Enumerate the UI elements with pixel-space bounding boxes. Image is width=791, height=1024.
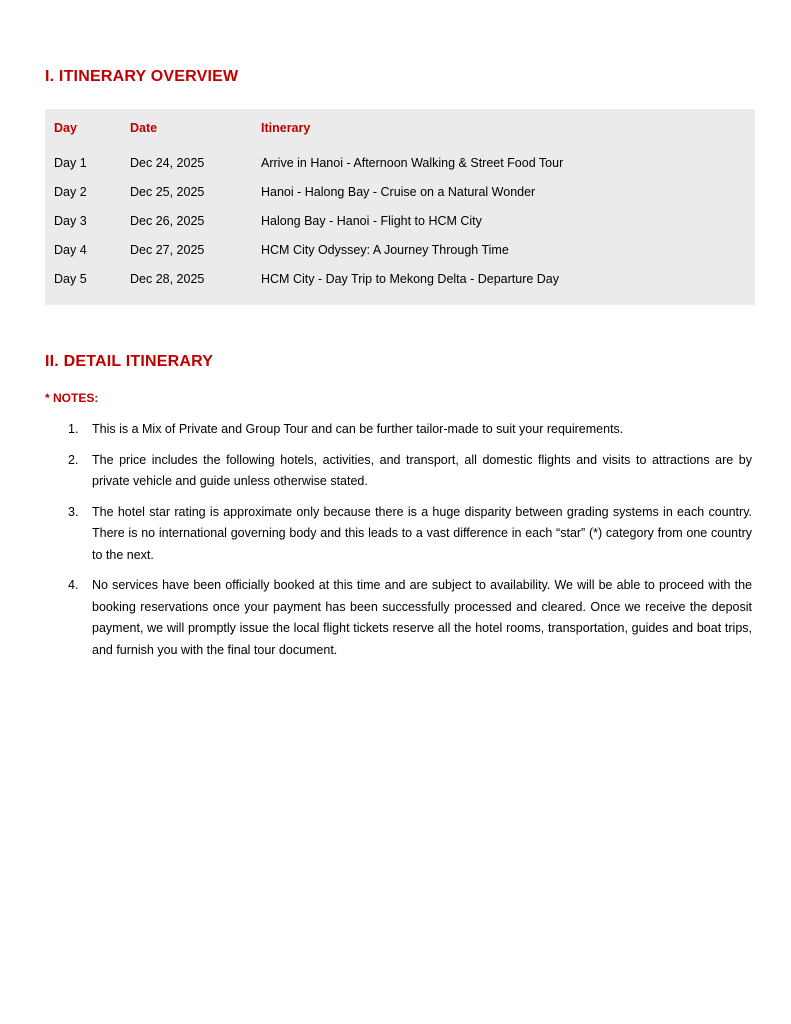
column-header-date: Date — [130, 121, 158, 135]
day-cell: Day 3 — [54, 213, 87, 228]
notes-list — [45, 419, 752, 661]
table-row — [45, 206, 755, 235]
note-text: No services have been officially booked at this time and are subject to availability. We will be able to proceed with the booking reservations once your payment has been successfully processed and cleared. Once we receive the deposit payment, we will promptly issue the local flight tickets reserve all the hotel rooms, transportation, guides and boat trips, and furnish you with the final tour document. — [92, 578, 752, 657]
note-item — [45, 502, 752, 567]
table-row — [45, 177, 755, 206]
note-number: 3. — [68, 504, 79, 519]
itinerary-cell: Hanoi - Halong Bay - Cruise on a Natural Wonder — [261, 184, 536, 199]
day-cell: Day 5 — [54, 271, 87, 286]
table-row — [45, 264, 755, 293]
section-2-heading: II. DETAIL ITINERARY — [45, 353, 214, 370]
day-cell: Day 1 — [54, 155, 87, 170]
itinerary-overview-table — [45, 109, 755, 305]
table-row — [45, 235, 755, 264]
table-row — [45, 148, 755, 177]
itinerary-cell: HCM City Odyssey: A Journey Through Time — [261, 242, 509, 257]
date-cell: Dec 25, 2025 — [130, 184, 205, 199]
itinerary-cell: Arrive in Hanoi - Afternoon Walking & Street Food Tour — [261, 155, 564, 170]
date-cell: Dec 28, 2025 — [130, 271, 205, 286]
table-header-row — [45, 116, 755, 148]
note-item — [45, 450, 752, 493]
note-text: The price includes the following hotels, activities, and transport, all domestic flights and visits to attractions are by private vehicle and guide unless otherwise stated. — [92, 452, 752, 488]
date-cell: Dec 26, 2025 — [130, 213, 205, 228]
note-number: 2. — [68, 452, 79, 467]
date-cell: Dec 24, 2025 — [130, 155, 205, 170]
notes-label: * NOTES: — [45, 391, 99, 405]
note-item — [45, 575, 752, 661]
note-item — [45, 419, 752, 441]
itinerary-cell: Halong Bay - Hanoi - Flight to HCM City — [261, 213, 482, 228]
column-header-itinerary: Itinerary — [261, 121, 311, 135]
section-1-heading: I. ITINERARY OVERVIEW — [45, 68, 239, 85]
note-number: 4. — [68, 578, 79, 592]
note-text: This is a Mix of Private and Group Tour and can be further tailor-made to suit your requirements. — [92, 422, 624, 436]
day-cell: Day 4 — [54, 242, 87, 257]
day-cell: Day 2 — [54, 184, 87, 199]
date-cell: Dec 27, 2025 — [130, 242, 205, 257]
note-number: 1. — [68, 422, 79, 436]
itinerary-cell: HCM City - Day Trip to Mekong Delta - Departure Day — [261, 271, 560, 286]
note-text: The hotel star rating is approximate only because there is a huge disparity between grading systems in each country. There is no international governing body and this leads to a vast difference in each “star” (*) category from one country to the next. — [92, 504, 752, 562]
column-header-day: Day — [54, 121, 77, 135]
